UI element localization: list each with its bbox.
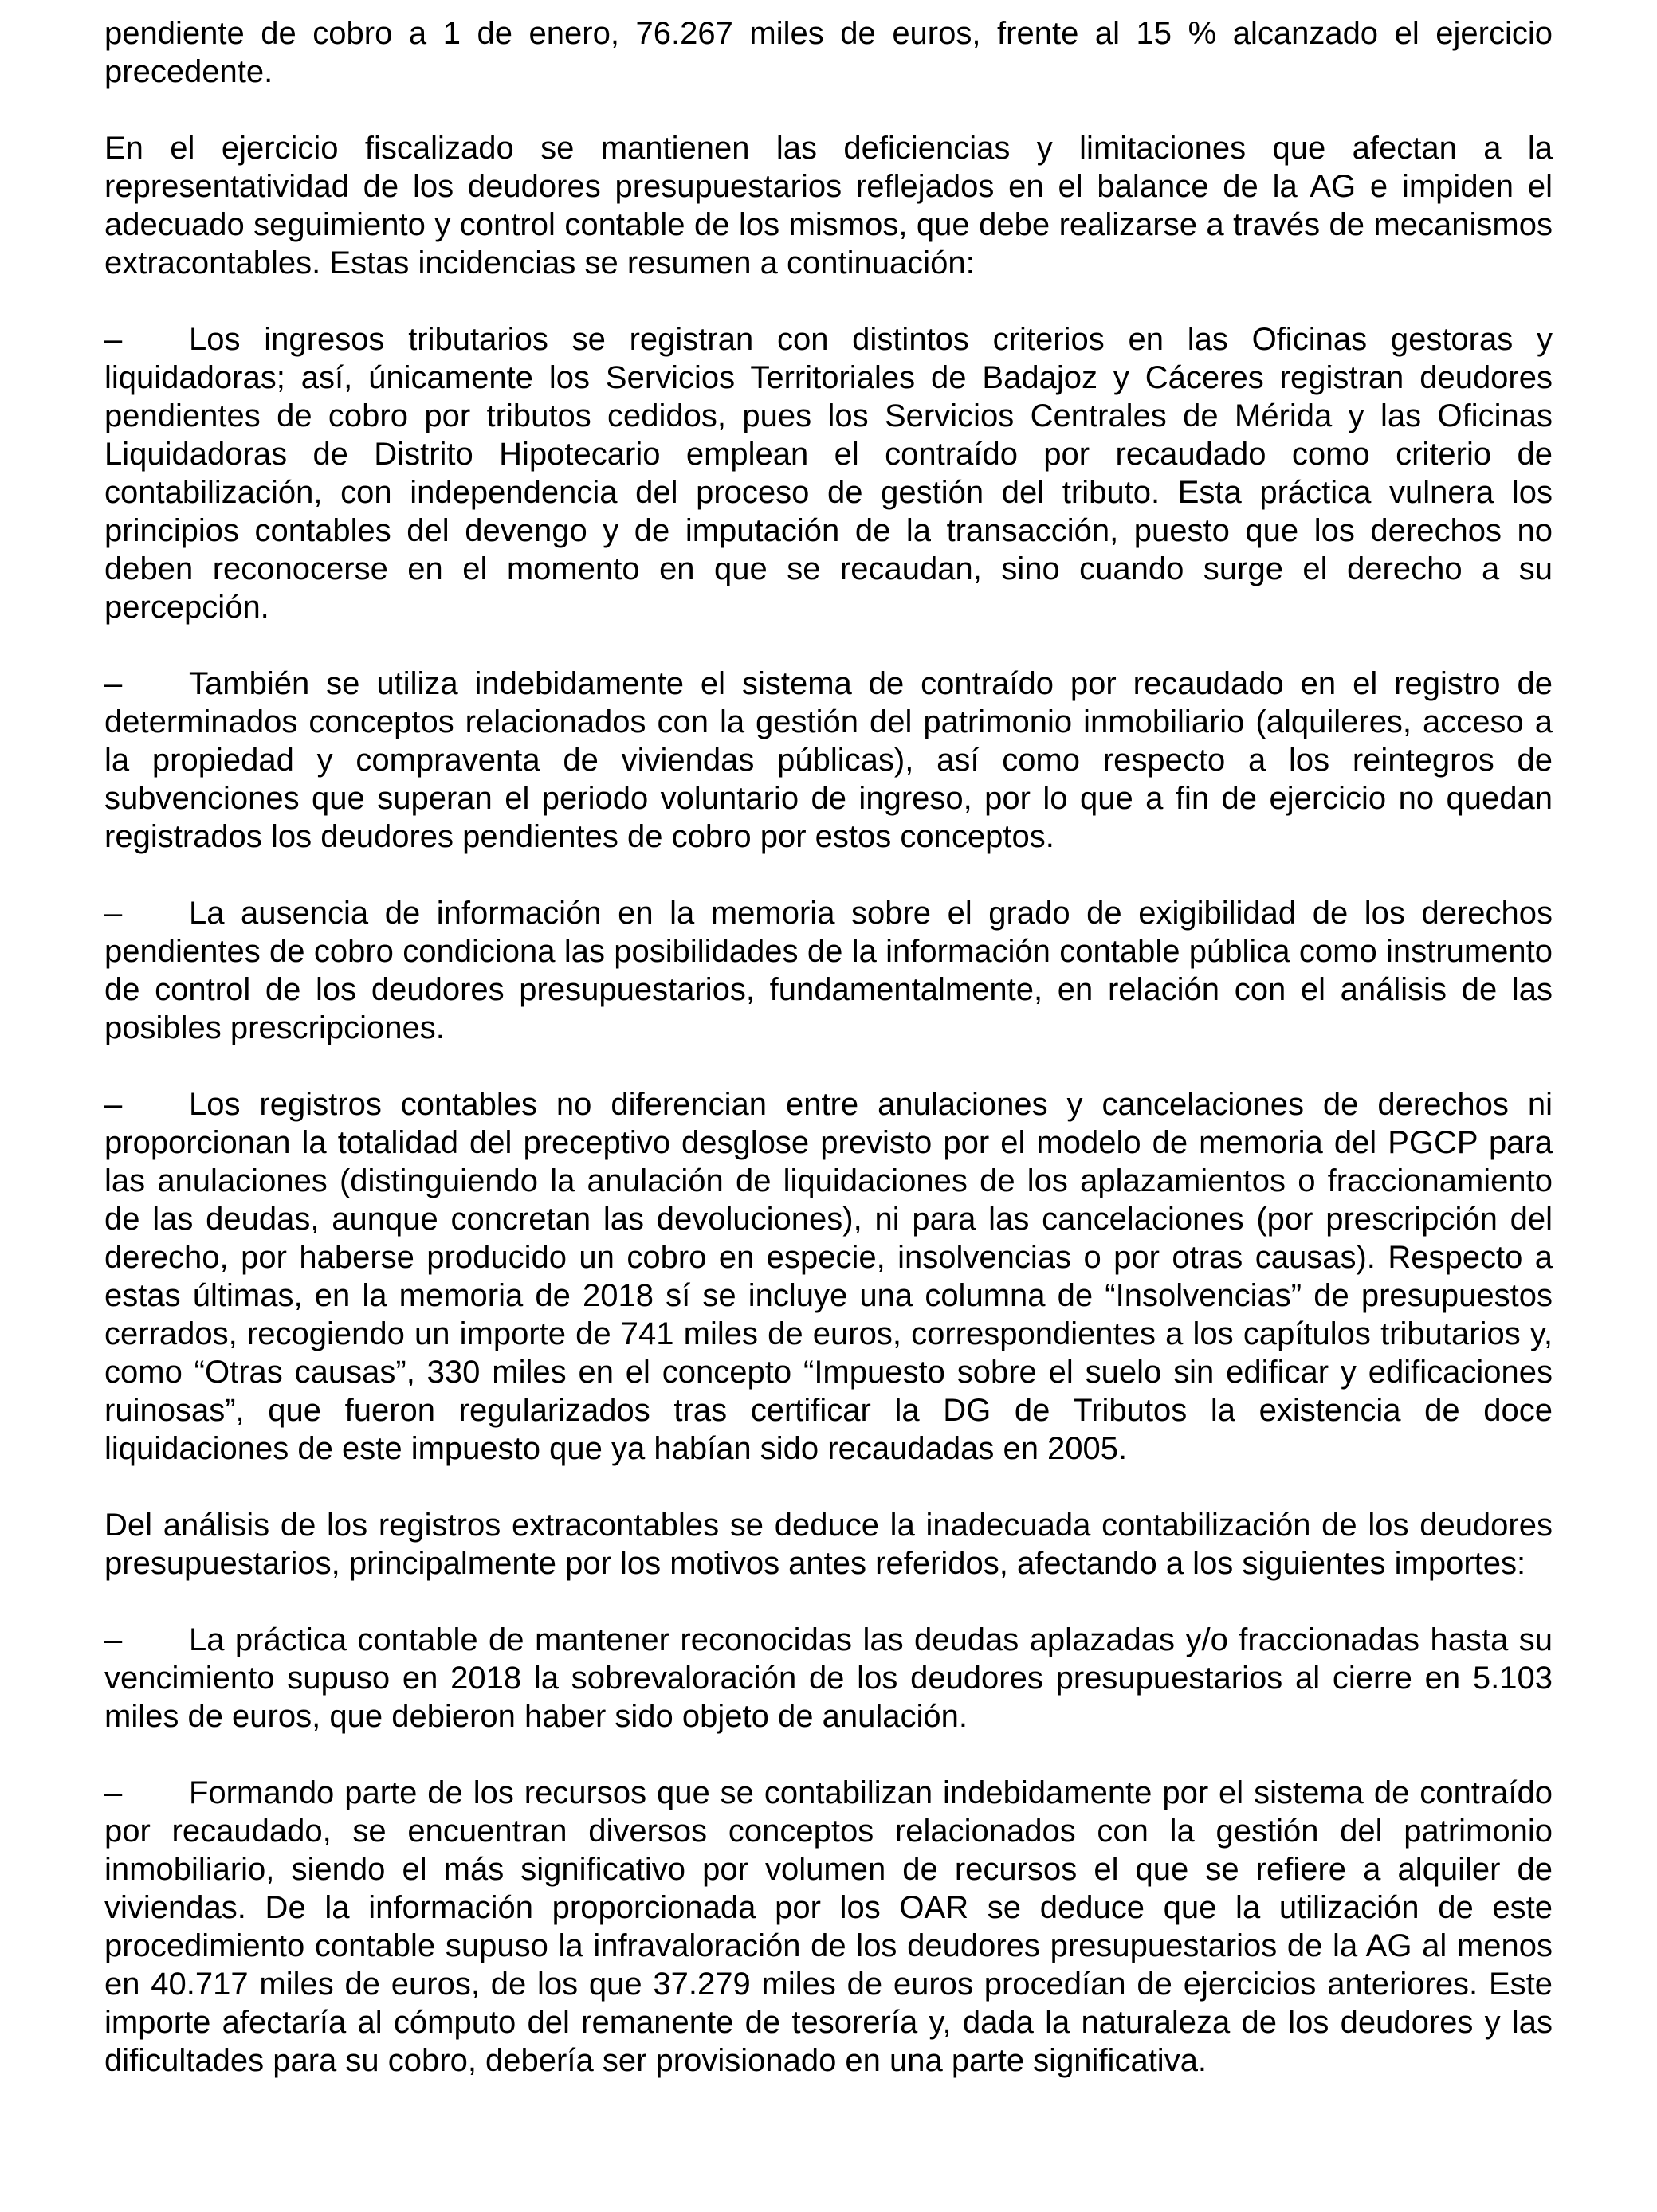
list-item bbox=[104, 1774, 1553, 2080]
list-item-text: También se utiliza indebidamente el sistema de contraído por recaudado en el registro de determinados conceptos relacionados con la gestión del patrimonio inmobiliario (alquileres, acceso a la propiedad y compraventa de viviendas públicas), así como respecto a los reintegros de subvenciones que superan el periodo voluntario de ingreso, por lo que a fin de ejercicio no quedan registrados los deudores pendientes de cobro por estos conceptos. bbox=[104, 666, 1553, 854]
list-item-text: La práctica contable de mantener reconocidas las deudas aplazadas y/o fraccionadas hasta su vencimiento supuso en 2018 la sobrevaloración de los deudores presupuestarios al cierre en 5.103 miles de euros, que debieron haber sido objeto de anulación. bbox=[104, 1622, 1553, 1734]
dash-marker: – bbox=[104, 1087, 123, 1122]
dash-marker: – bbox=[104, 1622, 123, 1657]
dash-marker: – bbox=[104, 666, 123, 701]
paragraph-deficiencias: En el ejercicio fiscalizado se mantienen las deficiencias y limitaciones que afectan a la representatividad de los deudores presupuestarios reflejados en el balance de la AG e impiden el adecuado seguimiento y control contable de los mismos, que debe realizarse a través de mecanismos extracontables. Estas incidencias se resumen a continuación: bbox=[104, 131, 1553, 280]
list-item bbox=[104, 1621, 1553, 1735]
incidencias-list bbox=[104, 320, 1553, 1468]
list-item bbox=[104, 894, 1553, 1047]
list-item-text: Los registros contables no diferencian entre anulaciones y cancelaciones de derechos ni proporcionan la totalidad del preceptivo desglose previsto por el modelo de memoria del PGCP para las anulaciones (distinguiendo la anulación de liquidaciones de los aplazamientos o fraccionamiento de las deudas, aunque concretan las devoluciones), ni para las cancelaciones (por prescripción del derecho, por haberse producido un cobro en especie, insolvencias o por otras causas). Respecto a estas últimas, en la memoria de 2018 sí se incluye una columna de “Insolvencias” de presupuestos cerrados, recogiendo un importe de 741 miles de euros, correspondientes a los capítulos tributarios y, como “Otras causas”, 330 miles en el concepto “Impuesto sobre el suelo sin edificar y edificaciones ruinosas”, que fueron regularizados tras certificar la DG de Tributos la existencia de doce liquidaciones de este impuesto que ya habían sido recaudadas en 2005. bbox=[104, 1087, 1553, 1466]
dash-marker: – bbox=[104, 322, 123, 357]
list-item-text: Formando parte de los recursos que se contabilizan indebidamente por el sistema de contraído por recaudado, se encuentran diversos conceptos relacionados con la gestión del patrimonio inmobiliario, siendo el más significativo por volumen de recursos el que se refiere a alquiler de viviendas. De la información proporcionada por los OAR se deduce que la utilización de este procedimiento contable supuso la infravaloración de los deudores presupuestarios de la AG al menos en 40.717 miles de euros, de los que 37.279 miles de euros procedían de ejercicios anteriores. Este importe afectaría al cómputo del remanente de tesorería y, dada la naturaleza de los deudores y las dificultades para su cobro, debería ser provisionado en una parte significativa. bbox=[104, 1775, 1553, 2078]
importes-list bbox=[104, 1621, 1553, 2080]
dash-marker: – bbox=[104, 896, 123, 931]
paragraph-continuation: pendiente de cobro a 1 de enero, 76.267 miles de euros, frente al 15 % alcanzado el ejercicio precedente. bbox=[104, 16, 1553, 89]
paragraph-analisis: Del análisis de los registros extracontables se deduce la inadecuada contabilización de los deudores presupuestarios, principalmente por los motivos antes referidos, afectando a los siguientes importes: bbox=[104, 1508, 1553, 1581]
dash-marker: – bbox=[104, 1775, 123, 1810]
list-item-text: La ausencia de información en la memoria sobre el grado de exigibilidad de los derechos pendientes de cobro condiciona las posibilidades de la información contable pública como instrumento de control de los deudores presupuestarios, fundamentalmente, en relación con el análisis de las posibles prescripciones. bbox=[104, 896, 1553, 1045]
list-item-text: Los ingresos tributarios se registran con distintos criterios en las Oficinas gestoras y liquidadoras; así, únicamente los Servicios Territoriales de Badajoz y Cáceres registran deudores pendientes de cobro por tributos cedidos, pues los Servicios Centrales de Mérida y las Oficinas Liquidadoras de Distrito Hipotecario emplean el contraído por recaudado como criterio de contabilización, con independencia del proceso de gestión del tributo. Esta práctica vulnera los principios contables del devengo y de imputación de la transacción, puesto que los derechos no deben reconocerse en el momento en que se recaudan, sino cuando surge el derecho a su percepción. bbox=[104, 322, 1553, 625]
list-item bbox=[104, 320, 1553, 626]
list-item bbox=[104, 665, 1553, 856]
list-item bbox=[104, 1085, 1553, 1468]
